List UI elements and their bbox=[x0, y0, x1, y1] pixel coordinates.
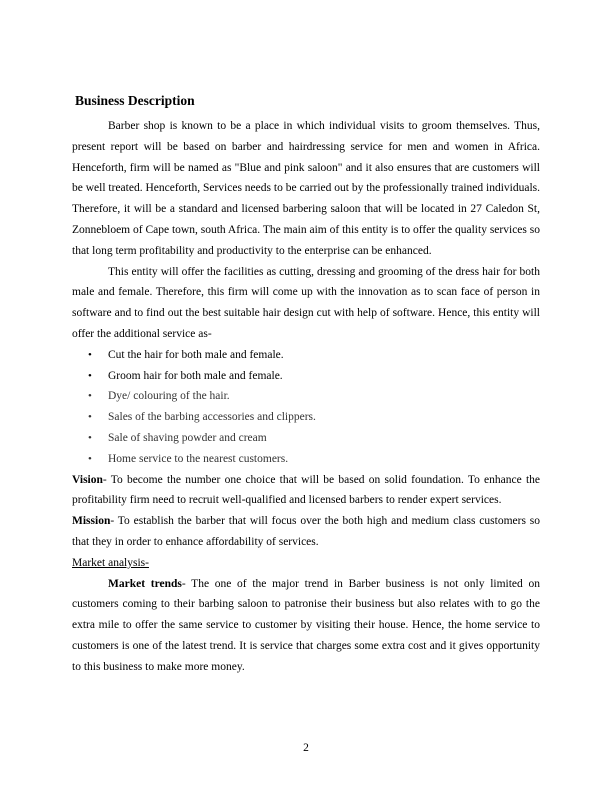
vision-label: Vision bbox=[72, 473, 103, 486]
market-trends-label: Market trends bbox=[108, 577, 182, 590]
page-content bbox=[72, 92, 540, 678]
market-trends-text: - The one of the major trend in Barber business is not only limited on customers coming to their barbing saloon to patronise their business but also relates with to go the extra mile to offer the same service to customer by visiting their house. Hence, the home service to customers is one of the latest trend. It is service that charges some extra cost and it gives opportunity to this business to make more money. bbox=[72, 577, 540, 673]
list-item-text: Cut the hair for both male and female. bbox=[108, 348, 284, 361]
mission-paragraph bbox=[72, 511, 540, 553]
mission-text: - To establish the barber that will focus over the both high and medium class customers so that they in order to enhance affordability of services. bbox=[72, 515, 540, 548]
vision-paragraph bbox=[72, 470, 540, 512]
list-item-text: Groom hair for both male and female. bbox=[108, 369, 283, 382]
services-list bbox=[72, 345, 540, 470]
market-analysis-label: Market analysis- bbox=[72, 556, 149, 569]
bullet-icon: • bbox=[88, 411, 92, 424]
market-analysis-heading bbox=[72, 553, 540, 574]
list-item bbox=[72, 366, 540, 387]
list-item-text: Sales of the barbing accessories and clippers. bbox=[108, 411, 316, 424]
list-item bbox=[72, 345, 540, 366]
bullet-icon: • bbox=[88, 348, 92, 361]
list-item-text: Dye/ colouring of the hair. bbox=[108, 390, 230, 403]
section-heading: Business Description bbox=[75, 93, 195, 108]
facilities-paragraph: This entity will offer the facilities as cutting, dressing and grooming of the dress hair for both male and female. Therefore, this firm will come up with the innovation as to scan face of person in software and to find out the best suitable hair design cut with help of software. Hence, this entity will offer the additional service as- bbox=[72, 265, 540, 340]
bullet-icon: • bbox=[88, 390, 92, 403]
list-item bbox=[72, 386, 540, 407]
list-item-text: Sale of shaving powder and cream bbox=[108, 431, 267, 444]
mission-label: Mission bbox=[72, 515, 111, 528]
list-item bbox=[72, 407, 540, 428]
vision-text: - To become the number one choice that will be based on solid foundation. To enhance the profitability firm need to recruit well-qualified and licensed barbers to render expert services. bbox=[72, 473, 540, 507]
page-number: 2 bbox=[303, 742, 309, 754]
intro-paragraph: Barber shop is known to be a place in which individual visits to groom themselves. Thus, present report will be based on barber and hairdressing service for men and women in Africa. Henceforth, firm will be named as "Blue and pink saloon" and it also ensures that are customers will be well treated. Henceforth, Services needs to be carried out by the professionally trained individuals. Therefore, it will be a standard and licensed barbering saloon that will be located in 27 Caledon St, Zonnebloem of Cape town, south Africa. The main aim of this entity is to offer the quality services so that long term profitability and productivity to the enterprise can be enhanced. bbox=[72, 120, 540, 257]
bullet-icon: • bbox=[88, 452, 92, 465]
list-item bbox=[72, 449, 540, 470]
bullet-icon: • bbox=[88, 369, 92, 382]
bullet-icon: • bbox=[88, 431, 92, 444]
market-trends-paragraph bbox=[72, 574, 540, 678]
list-item bbox=[72, 428, 540, 449]
list-item-text: Home service to the nearest customers. bbox=[108, 452, 289, 465]
